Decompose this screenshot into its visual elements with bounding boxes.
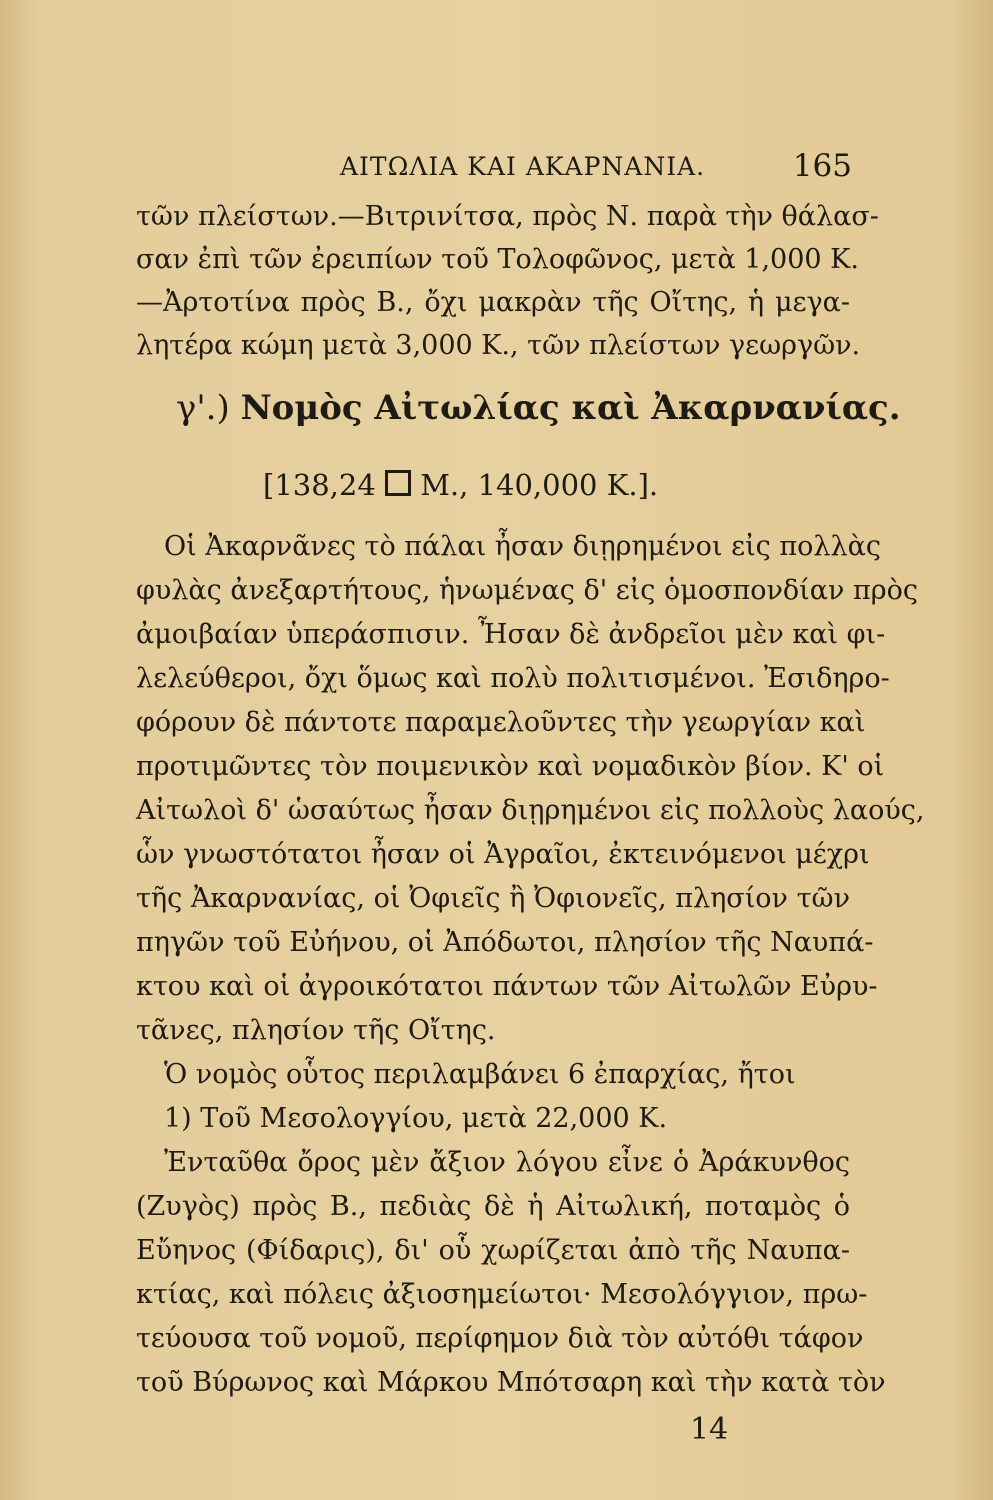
text-line: κτου καὶ οἱ ἀγροικότατοι πάντων τῶν Αἰτωλῶν Εὐρυ- [136,971,878,1002]
text-line: Οἱ Ἀκαρνᾶνες τὸ πάλαι ἦσαν διῃρημένοι εἰς πολλὰς [164,531,881,562]
area-population-stats [263,468,658,502]
text-line: Ὁ νομὸς οὗτος περιλαμβάνει 6 ἐπαρχίας, ἤτοι [164,1059,796,1090]
text-line: Εὔηνος (Φίδαρις), δι' οὗ χωρίζεται ἀπὸ τῆς Ναυπα- [136,1235,850,1266]
page-number: 165 [792,148,852,184]
text-line: φόρουν δὲ πάντοτε παραμελοῦντες τὴν γεωργίαν καὶ [136,707,866,738]
text-line: —Ἀρτοτίνα πρὸς Β., ὄχι μακρὰν τῆς Οἴτης, ἡ μεγα- [136,287,850,318]
square-measure-icon [385,470,411,496]
section-label: γ'.) [176,388,230,428]
text-line: τῆς Ἀκαρνανίας, οἱ Ὀφιεῖς ἢ Ὀφιονεῖς, πλησίον τῶν [136,883,850,914]
text-line: Ἐνταῦθα ὄρος μὲν ἄξιον λόγου εἶνε ὁ Ἀράκυνθος [164,1147,850,1178]
text-line: κτίας, καὶ πόλεις ἀξιοσημείωτοι· Μεσολόγγιον, πρω- [136,1279,868,1310]
text-line: λητέρα κώμη μετὰ 3,000 Κ., τῶν πλείστων γεωργῶν. [136,330,861,361]
page-header [340,148,852,188]
text-line: προτιμῶντες τὸν ποιμενικὸν καὶ νομαδικὸν βίον. Κ' οἱ [136,751,885,782]
text-line: λελεύθεροι, ὄχι ὅμως καὶ πολὺ πολιτισμένοι. Ἐσιδηρο- [136,663,890,694]
text-line: σαν ἐπὶ τῶν ἐρειπίων τοῦ Τολοφῶνος, μετὰ 1,000 Κ. [136,244,859,275]
text-line: Αἰτωλοὶ δ' ὡσαύτως ἦσαν διῃρημένοι εἰς πολλοὺς λαούς, [136,795,925,826]
text-line: ἀμοιβαίαν ὑπεράσπισιν. Ἦσαν δὲ ἀνδρεῖοι μὲν καὶ φι- [136,619,886,650]
stats-area: [138,24 [263,468,376,502]
text-line: τοῦ Βύρωνος καὶ Μάρκου Μπότσαρη καὶ τὴν κατὰ τὸν [136,1367,886,1398]
text-line: πηγῶν τοῦ Εὐήνου, οἱ Ἀπόδωτοι, πλησίον τῆς Ναυπά- [136,927,874,958]
stats-population: Μ., 140,000 Κ.]. [420,468,659,502]
text-line: φυλὰς ἀνεξαρτήτους, ἡνωμένας δ' εἰς ὁμοσπονδίαν πρὸς [136,575,918,606]
text-line: ὧν γνωστότατοι ἦσαν οἱ Ἀγραῖοι, ἐκτεινόμενοι μέχρι [136,839,870,870]
text-line: τεύουσα τοῦ νομοῦ, περίφημον διὰ τὸν αὐτόθι τάφον [136,1323,864,1354]
section-title: Νομὸς Αἰτωλίας καὶ Ἀκαρνανίας. [240,388,901,428]
section-heading [176,388,901,428]
text-line: τᾶνες, πλησίον τῆς Οἴτης. [136,1015,496,1046]
text-line: (Ζυγὸς) πρὸς Β., πεδιὰς δὲ ἡ Αἰτωλική, ποταμὸς ὁ [136,1191,850,1222]
running-title: ΑΙΤΩΛΙΑ ΚΑΙ ΑΚΑΡΝΑΝΙΑ. [340,152,706,181]
signature-mark: 14 [690,1412,729,1447]
list-item: 1) Τοῦ Μεσολογγίου, μετὰ 22,000 Κ. [164,1103,668,1134]
text-line: τῶν πλείστων.—Βιτρινίτσα, πρὸς Ν. παρὰ τὴν θάλασ- [136,201,879,232]
